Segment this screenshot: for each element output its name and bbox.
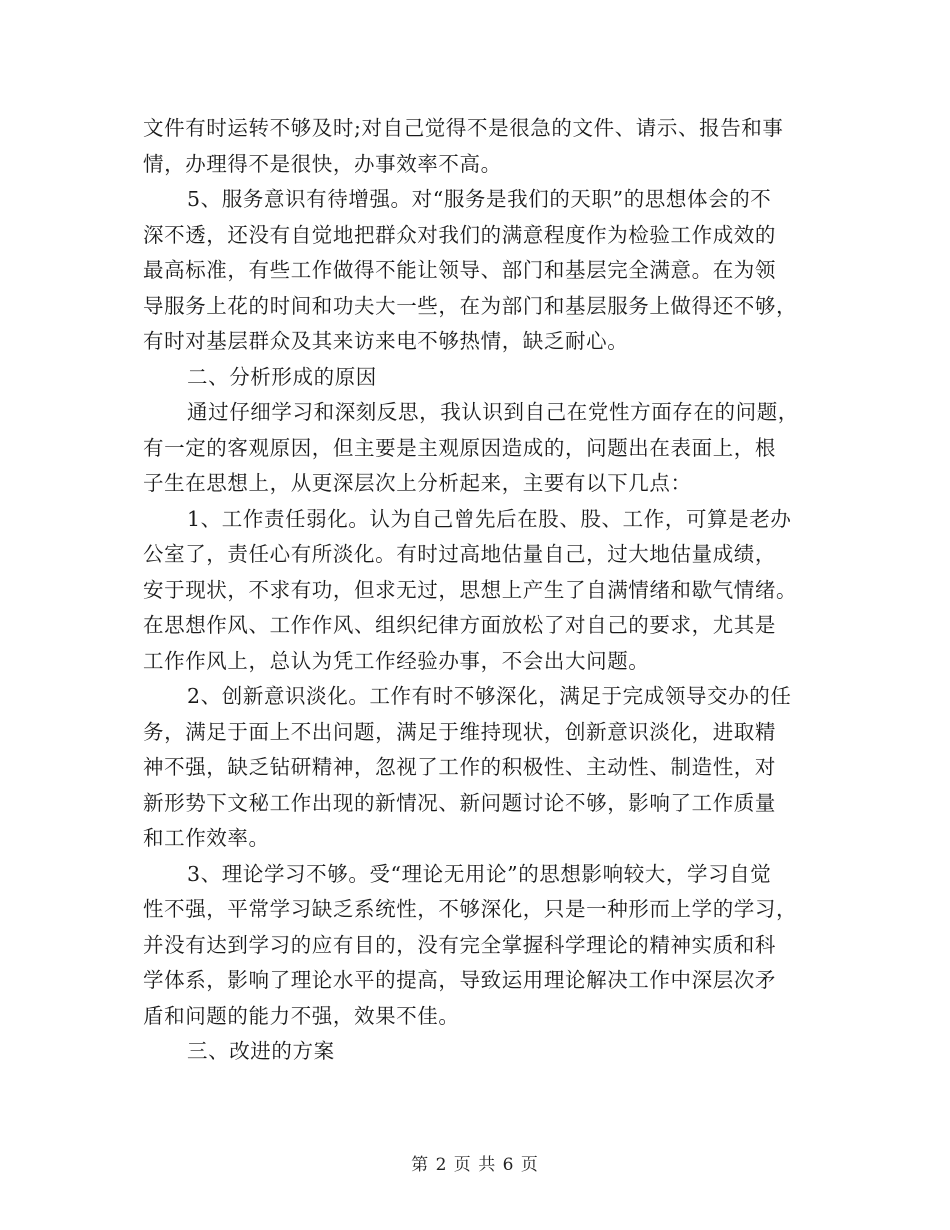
text-line: 深不透，还没有自觉地把群众对我们的满意程度作为检验工作成效的: [143, 222, 776, 247]
text-line: 有一定的客观原因，但主要是主观原因造成的，问题出在表面上，根: [143, 435, 776, 460]
text-line: 新形势下文秘工作出现的新情况、新问题讨论不够，影响了工作质量: [143, 790, 776, 815]
text-line: 盾和问题的能力不强，效果不佳。: [143, 1003, 460, 1028]
page-number-label: 第 2 页 共 6 页: [411, 1155, 539, 1175]
text-line: 务，满足于面上不出问题，满足于维持现状，创新意识淡化，进取精: [143, 719, 776, 744]
text-line: 二、分析形成的原因: [187, 364, 377, 389]
text-line: 通过仔细学习和深刻反思，我认识到自己在党性方面存在的问题，: [187, 400, 799, 424]
page-footer: [0, 1150, 950, 1175]
text-line: 最高标准，有些工作做得不能让领导、部门和基层完全满意。在为领: [143, 258, 776, 282]
text-line: 有时对基层群众及其来访来电不够热情，缺乏耐心。: [143, 329, 629, 353]
text-line: 和工作效率。: [143, 826, 270, 850]
text-line: 三、改进的方案: [187, 1039, 335, 1063]
text-line: 文件有时运转不够及时;对自己觉得不是很急的文件、请示、报告和事: [143, 116, 784, 140]
text-line: 1、工作责任弱化。认为自己曾先后在股、股、工作，可算是老办: [187, 506, 792, 531]
text-line: 5、服务意识有待增强。对“服务是我们的天职”的思想体会的不: [187, 187, 772, 211]
text-line: 情，办理得不是很快，办事效率不高。: [143, 151, 502, 176]
text-line: 并没有达到学习的应有目的，没有完全掌握科学理论的精神实质和科: [143, 932, 776, 957]
text-line: 3、理论学习不够。受“理论无用论”的思想影响较大，学习自觉: [187, 861, 772, 886]
text-line: 2、创新意识淡化。工作有时不够深化，满足于完成领导交办的任: [187, 684, 792, 708]
text-line: 子生在思想上，从更深层次上分析起来，主要有以下几点：: [143, 471, 692, 495]
text-line: 工作作风上，总认为凭工作经验办事，不会出大问题。: [143, 648, 650, 673]
text-line: 公室了，责任心有所淡化。有时过高地估量自己，过大地估量成绩，: [143, 542, 776, 566]
text-line: 性不强，平常学习缺乏系统性，不够深化，只是一种形而上学的学习，: [143, 897, 798, 921]
text-line: 导服务上花的时间和功夫大一些，在为部门和基层服务上做得还不够，: [143, 293, 798, 318]
text-line: 学体系，影响了理论水平的提高，导致运用理论解决工作中深层次矛: [143, 968, 776, 992]
text-line: 安于现状，不求有功，但求无过，思想上产生了自满情绪和歇气情绪。: [143, 577, 798, 602]
document-body: [143, 111, 808, 1070]
text-line: 神不强，缺乏钻研精神，忽视了工作的积极性、主动性、制造性，对: [143, 755, 776, 779]
text-line: 在思想作风、工作作风、组织纪律方面放松了对自己的要求，尤其是: [143, 613, 776, 637]
